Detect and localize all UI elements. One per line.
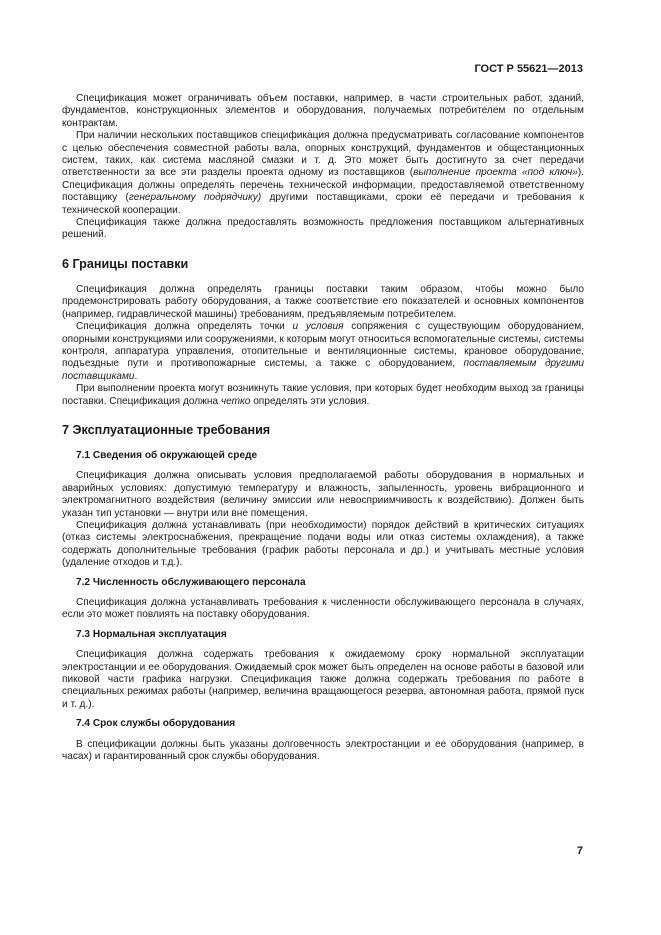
- text-span: сопряжения с существующим оборудованием, опорными конструкциями или сооружениями, к которым могут относиться вспомогательные системы, системы контроля, аппаратура управления, отопительные и вентиляционные системы, крановое оборудование, подъездные пути и противопожарные системы, а также с оборудованием,: [62, 321, 584, 370]
- intro-paragraph-1: Спецификация может ограничивать объем поставки, например, в части строительных работ, зданий, фундаментов, конструкционных элементов и оборудования, получаемых потребителем по отдельным контрактам.: [62, 93, 584, 129]
- subsection-7-1-paragraph-1: Спецификация должна описывать условия предполагаемой работы оборудования в нормальных и аварийных условиях: допустимую температуру и влажность, запыленность, уровень вибрационного и электромагнитного воздействия (величину эмиссии или невосприимчивость к воздействию). Должен быть указан тип установки — внутри или вне помещения.: [62, 470, 584, 519]
- text-span: При наличии нескольких поставщиков спецификация должна предусматривать согласование компонентов с целью обеспечения совместной работы вала, опорных конструкций, фундаментов и общестанционных систем, таких, как система масляной смазки и т. д. Это может быть достигнуто за счет передачи ответственности за все эти разделы проекта одному из поставщиков (: [62, 130, 584, 179]
- section-6-title: 6 Границы поставки: [62, 256, 189, 271]
- section-6-paragraph-2: [62, 321, 584, 383]
- italic-span: и условия: [292, 321, 344, 333]
- document-code: ГОСТ Р 55621—2013: [474, 63, 583, 75]
- subsection-7-3-paragraph-1: Спецификация должна содержать требования к ожидаемому сроку нормальной эксплуатации электростанции и ее оборудования. Ожидаемый срок может быть определен на основе работы в базовой или пиковой части графика нагрузки. Спецификация также должна содержать требования по работе в специальных режимах работы (например, величина вращающегося резерва, автономная работа, прямой пуск и т. д.).: [62, 649, 584, 710]
- subsection-7-2-title: 7.2 Численность обслуживающего персонала: [76, 576, 306, 588]
- document-body: [62, 93, 584, 763]
- italic-span: генеральному подрядчику): [128, 192, 262, 204]
- text-span: Спецификация должна определять точки: [76, 321, 293, 333]
- text-span: ). Спецификация должны определять перечень технической информации, предоставляемой ответственному поставщику (: [62, 167, 584, 204]
- text-span: определять эти условия.: [250, 395, 370, 407]
- subsection-7-3-title: 7.3 Нормальная эксплуатация: [76, 628, 227, 640]
- subsection-7-1-paragraph-2: Спецификация должна устанавливать (при необходимости) порядок действий в критических ситуациях (отказ системы электроснабжения, прекращение подачи воды или отказ системы охлаждения), а также содержать дополнительные требования (график работы персонала и др.) и учитывать местные условия (удаление отходов и т.д.).: [62, 519, 584, 569]
- section-6-paragraph-3: [62, 383, 584, 408]
- italic-span: четко: [220, 395, 251, 407]
- text-span: При выполнении проекта могут возникнуть такие условия, при которых будет необходим выход за границы поставки. Спецификация должна: [62, 383, 584, 407]
- subsection-7-2-paragraph-1: Спецификация должна устанавливать требования к численности обслуживающего персонала в случаях, если это может повлиять на поставку оборудования.: [62, 597, 584, 621]
- text-span: другими поставщиками, сроки её передачи и требования к технической кооперации.: [62, 192, 584, 216]
- subsection-7-1-title: 7.1 Сведения об окружающей среде: [76, 449, 258, 461]
- italic-span: выполнение проекта «под ключ»: [413, 167, 578, 179]
- subsection-7-4-title: 7.4 Срок службы оборудования: [76, 718, 236, 730]
- section-7-title: 7 Эксплуатационные требования: [62, 422, 271, 437]
- intro-paragraph-2: [62, 130, 584, 217]
- text-span: .: [134, 370, 138, 382]
- italic-span: поставляемым другими поставщиками: [62, 358, 584, 382]
- page-number: 7: [576, 845, 583, 857]
- subsection-7-4-paragraph-1: В спецификации должны быть указаны долговечность электростанции и ее оборудования (например, в часах) и гарантированный срок службы оборудования.: [62, 738, 584, 763]
- intro-paragraph-3: Спецификация также должна предоставлять возможность предложения поставщиком альтернативных решений.: [62, 217, 584, 241]
- section-6-paragraph-1: Спецификация должна определять границы поставки таким образом, чтобы можно было продемонстрировать работу оборудования, а также соответствие его показателей и основных компонентов (например, гидравлической машины) требованиям, предъявляемым потребителем.: [62, 283, 584, 320]
